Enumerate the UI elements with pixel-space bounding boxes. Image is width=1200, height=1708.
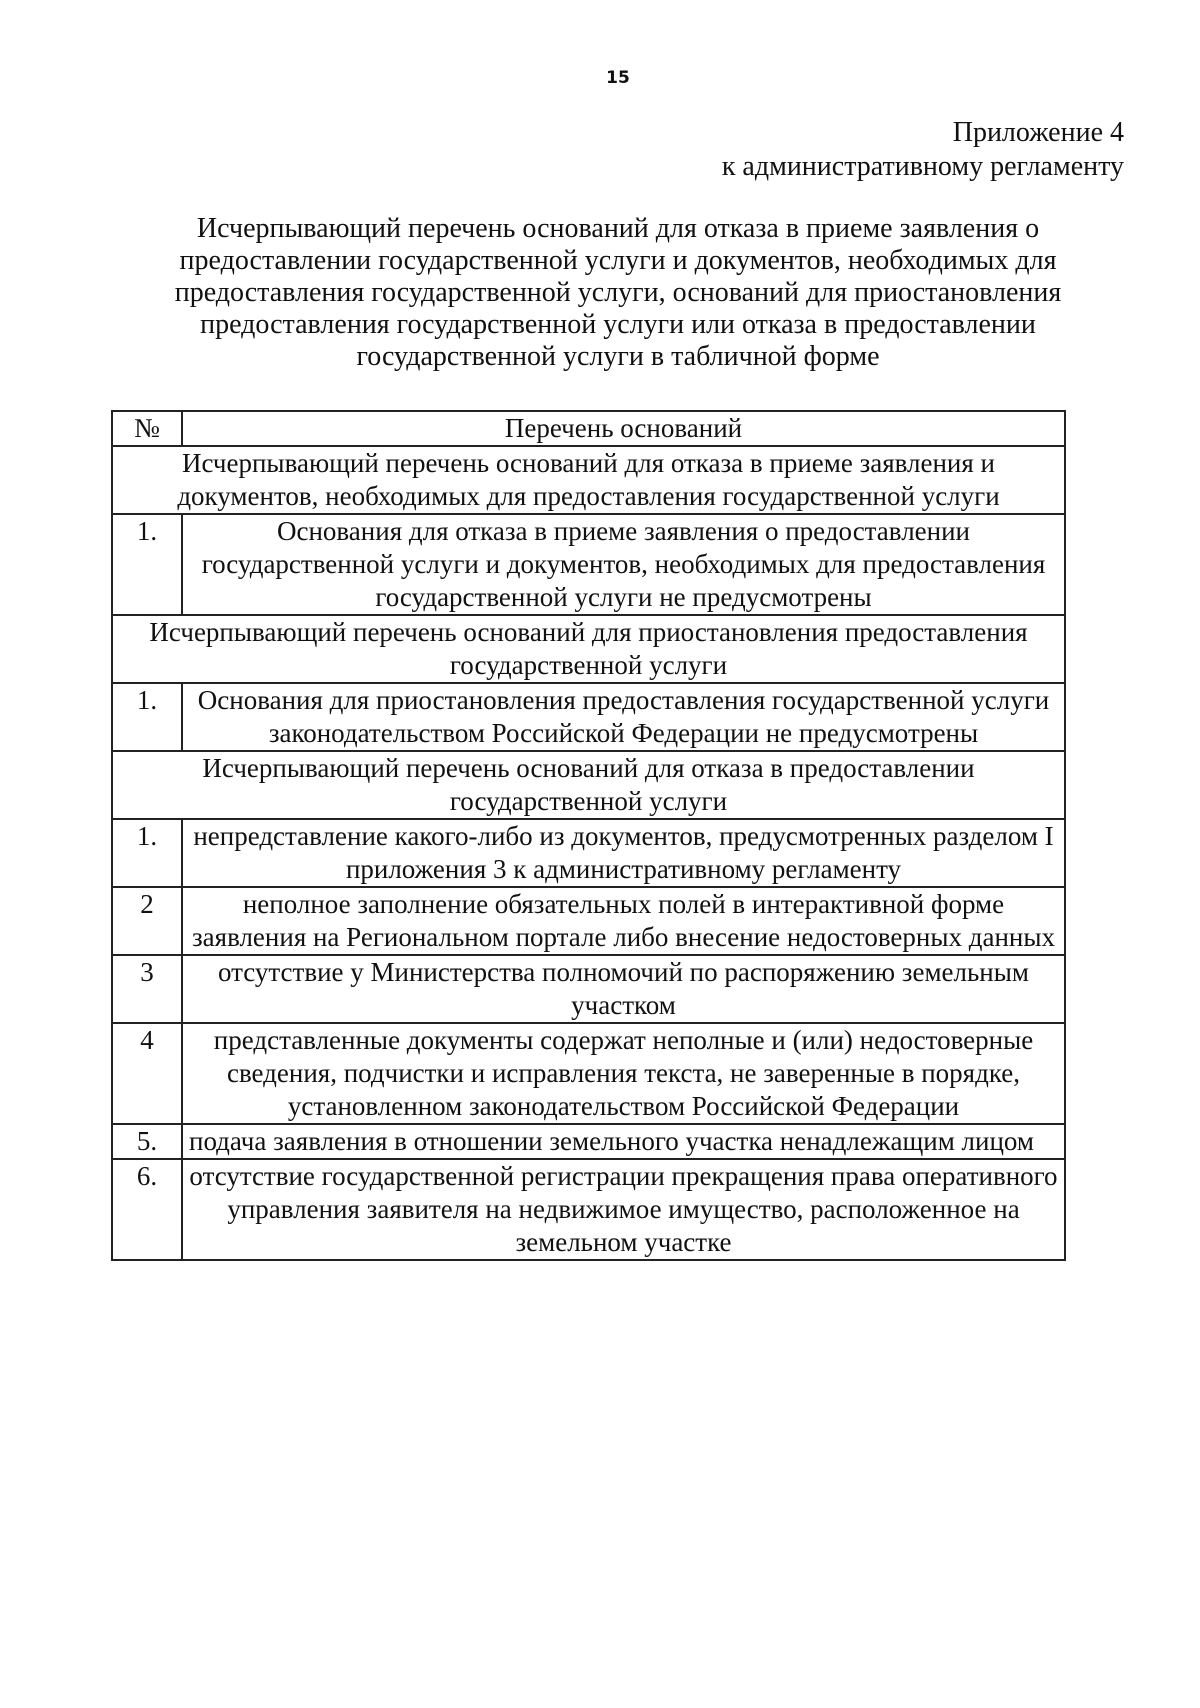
item-text: представленные документы содержат неполные и (или) недостоверные сведения, подчистки и исправления текста, не заверенные в порядке, установленном законодательством Российской Федерации <box>182 1023 1065 1124</box>
appendix-number: Приложение 4 <box>952 117 1124 148</box>
table-row <box>112 683 1065 751</box>
table-row <box>112 819 1065 887</box>
item-text: отсутствие у Министерства полномочий по распоряжению земельным участком <box>182 955 1065 1023</box>
item-number: 1. <box>112 514 182 615</box>
item-number: 1. <box>112 819 182 887</box>
section-title: Исчерпывающий перечень оснований для отказа в предоставлении государственной услуги <box>112 751 1065 819</box>
item-number: 1. <box>112 683 182 751</box>
item-number: 3 <box>112 955 182 1023</box>
table-row <box>112 887 1065 955</box>
item-text: непредставление какого-либо из документов, предусмотренных разделом I приложения 3 к административному регламенту <box>182 819 1065 887</box>
section-title: Исчерпывающий перечень оснований для приостановления предоставления государственной услуги <box>112 615 1065 683</box>
title-line: государственной услуги в табличной форме <box>356 341 880 372</box>
appendix-reference <box>722 116 1124 184</box>
grounds-table <box>111 410 1066 1261</box>
title-line: Исчерпывающий перечень оснований для отказа в приеме заявления о <box>196 213 1040 244</box>
item-text: подача заявления в отношении земельного участка ненадлежащим лицом <box>182 1124 1065 1159</box>
page-number: 15 <box>606 68 630 88</box>
section-row <box>112 615 1065 683</box>
title-line: предоставления государственной услуги, оснований для приостановления <box>174 277 1062 308</box>
table-row <box>112 1159 1065 1260</box>
table-row <box>112 1124 1065 1159</box>
item-text: отсутствие государственной регистрации прекращения права оперативного управления заявителя на недвижимое имущество, расположенное на земельном участке <box>182 1159 1065 1260</box>
document-title <box>110 213 1126 373</box>
section-row <box>112 751 1065 819</box>
section-title: Исчерпывающий перечень оснований для отказа в приеме заявления и документов, необходимых для предоставления государственной услуги <box>112 446 1065 514</box>
item-text: Основания для отказа в приеме заявления о предоставлении государственной услуги и документов, необходимых для предоставления государственной услуги не предусмотрены <box>182 514 1065 615</box>
item-number: 5. <box>112 1124 182 1159</box>
item-number: 2 <box>112 887 182 955</box>
appendix-regulation: к административному регламенту <box>721 151 1124 182</box>
title-line: предоставлении государственной услуги и документов, необходимых для <box>179 245 1057 276</box>
header-number: № <box>112 411 182 446</box>
item-number: 4 <box>112 1023 182 1124</box>
table-row <box>112 955 1065 1023</box>
title-line: предоставления государственной услуги или отказа в предоставлении <box>200 309 1036 340</box>
table-header-row <box>112 411 1065 446</box>
header-list: Перечень оснований <box>182 411 1065 446</box>
item-text: Основания для приостановления предоставления государственной услуги законодательством Российской Федерации не предусмотрены <box>182 683 1065 751</box>
table-row <box>112 1023 1065 1124</box>
section-row <box>112 446 1065 514</box>
item-number: 6. <box>112 1159 182 1260</box>
item-text: неполное заполнение обязательных полей в интерактивной форме заявления на Региональном портале либо внесение недостоверных данных <box>182 887 1065 955</box>
table-row <box>112 514 1065 615</box>
